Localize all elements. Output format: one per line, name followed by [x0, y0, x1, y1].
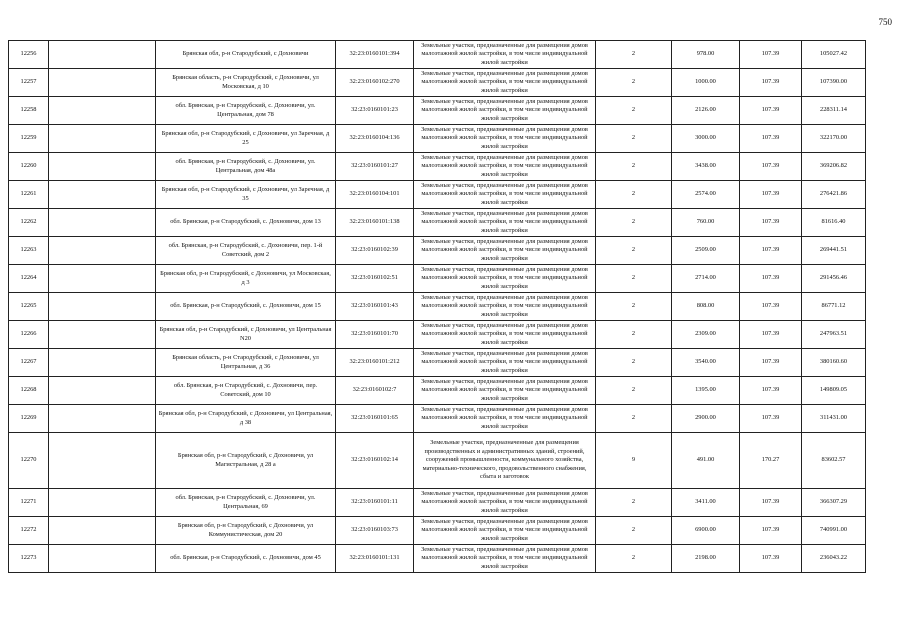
table-row — [9, 181, 866, 209]
empty-cell — [49, 97, 156, 125]
address-cell: обл. Брянская, р-н Стародубский, с. Дохновичи, дом 13 — [156, 209, 336, 237]
row-number-cell: 12271 — [9, 489, 49, 517]
table-row — [9, 489, 866, 517]
table-body — [9, 41, 866, 573]
cadastral-number-cell: 32:23:0160101:138 — [336, 209, 414, 237]
address-cell: Брянская обл, р-н Стародубский, с Дохновичи, ул Центральная N20 — [156, 321, 336, 349]
row-number-cell: 12269 — [9, 405, 49, 433]
row-number-cell: 12257 — [9, 69, 49, 97]
row-number-cell: 12266 — [9, 321, 49, 349]
land-registry-table — [8, 40, 866, 573]
area-cell: 2198.00 — [672, 545, 740, 573]
land-use-cell: Земельные участки, предназначенные для размещения домов малоэтажной жилой застройки, в том числе индивидуальной жилой застройки — [414, 181, 596, 209]
address-cell: обл. Брянская, р-н Стародубский, с. Дохновичи, дом 15 — [156, 293, 336, 321]
rate-cell: 107.39 — [740, 321, 802, 349]
area-cell: 978.00 — [672, 41, 740, 69]
cadastral-value-cell: 291456.46 — [802, 265, 866, 293]
group-cell: 9 — [596, 433, 672, 489]
cadastral-value-cell: 369206.82 — [802, 153, 866, 181]
cadastral-value-cell: 740991.00 — [802, 517, 866, 545]
area-cell: 2574.00 — [672, 181, 740, 209]
land-use-cell: Земельные участки, предназначенные для размещения домов малоэтажной жилой застройки, в том числе индивидуальной жилой застройки — [414, 489, 596, 517]
address-cell: Брянская обл, р-н Стародубский, с Дохновичи, ул Магистральная, д 28 а — [156, 433, 336, 489]
empty-cell — [49, 405, 156, 433]
row-number-cell: 12265 — [9, 293, 49, 321]
area-cell: 2509.00 — [672, 237, 740, 265]
row-number-cell: 12258 — [9, 97, 49, 125]
table-row — [9, 433, 866, 489]
empty-cell — [49, 545, 156, 573]
land-use-cell: Земельные участки, предназначенные для размещения домов малоэтажной жилой застройки, в том числе индивидуальной жилой застройки — [414, 517, 596, 545]
area-cell: 3411.00 — [672, 489, 740, 517]
land-use-cell: Земельные участки, предназначенные для размещения домов малоэтажной жилой застройки, в том числе индивидуальной жилой застройки — [414, 97, 596, 125]
group-cell: 2 — [596, 545, 672, 573]
page-number: 750 — [878, 17, 892, 27]
area-cell: 3000.00 — [672, 125, 740, 153]
rate-cell: 107.39 — [740, 405, 802, 433]
rate-cell: 107.39 — [740, 41, 802, 69]
group-cell: 2 — [596, 125, 672, 153]
group-cell: 2 — [596, 237, 672, 265]
row-number-cell: 12262 — [9, 209, 49, 237]
table-row — [9, 97, 866, 125]
row-number-cell: 12261 — [9, 181, 49, 209]
area-cell: 2900.00 — [672, 405, 740, 433]
rate-cell: 107.39 — [740, 209, 802, 237]
area-cell: 2126.00 — [672, 97, 740, 125]
area-cell: 3540.00 — [672, 349, 740, 377]
empty-cell — [49, 377, 156, 405]
land-use-cell: Земельные участки, предназначенные для размещения домов малоэтажной жилой застройки, в том числе индивидуальной жилой застройки — [414, 41, 596, 69]
group-cell: 2 — [596, 97, 672, 125]
cadastral-number-cell: 32:23:0160102:7 — [336, 377, 414, 405]
address-cell: обл. Брянская, р-н Стародубский, с. Дохновичи, ул. Центральная, 69 — [156, 489, 336, 517]
empty-cell — [49, 125, 156, 153]
land-use-cell: Земельные участки, предназначенные для размещения домов малоэтажной жилой застройки, в том числе индивидуальной жилой застройки — [414, 545, 596, 573]
cadastral-value-cell: 366307.29 — [802, 489, 866, 517]
area-cell: 2309.00 — [672, 321, 740, 349]
area-cell: 2714.00 — [672, 265, 740, 293]
row-number-cell: 12264 — [9, 265, 49, 293]
address-cell: Брянская обл, р-н Стародубский, с Дохновичи, ул Коммунистическая, дом 20 — [156, 517, 336, 545]
rate-cell: 107.39 — [740, 293, 802, 321]
group-cell: 2 — [596, 69, 672, 97]
group-cell: 2 — [596, 405, 672, 433]
land-use-cell: Земельные участки, предназначенные для размещения домов малоэтажной жилой застройки, в том числе индивидуальной жилой застройки — [414, 237, 596, 265]
cadastral-number-cell: 32:23:0160103:73 — [336, 517, 414, 545]
area-cell: 1395.00 — [672, 377, 740, 405]
group-cell: 2 — [596, 517, 672, 545]
cadastral-value-cell: 247963.51 — [802, 321, 866, 349]
land-use-cell: Земельные участки, предназначенные для размещения домов малоэтажной жилой застройки, в том числе индивидуальной жилой застройки — [414, 321, 596, 349]
address-cell: Брянская обл, р-н Стародубский, с Дохновичи — [156, 41, 336, 69]
group-cell: 2 — [596, 209, 672, 237]
cadastral-value-cell: 269441.51 — [802, 237, 866, 265]
cadastral-value-cell: 228311.14 — [802, 97, 866, 125]
cadastral-number-cell: 32:23:0160102:270 — [336, 69, 414, 97]
land-use-cell: Земельные участки, предназначенные для размещения домов малоэтажной жилой застройки, в том числе индивидуальной жилой застройки — [414, 293, 596, 321]
cadastral-number-cell: 32:23:0160102:14 — [336, 433, 414, 489]
rate-cell: 107.39 — [740, 181, 802, 209]
row-number-cell: 12256 — [9, 41, 49, 69]
land-use-cell: Земельные участки, предназначенные для размещения домов малоэтажной жилой застройки, в том числе индивидуальной жилой застройки — [414, 153, 596, 181]
empty-cell — [49, 69, 156, 97]
cadastral-value-cell: 83602.57 — [802, 433, 866, 489]
cadastral-number-cell: 32:23:0160104:101 — [336, 181, 414, 209]
rate-cell: 107.39 — [740, 125, 802, 153]
cadastral-value-cell: 276421.86 — [802, 181, 866, 209]
table-row — [9, 517, 866, 545]
land-use-cell: Земельные участки, предназначенные для размещения домов малоэтажной жилой застройки, в том числе индивидуальной жилой застройки — [414, 209, 596, 237]
cadastral-number-cell: 32:23:0160101:43 — [336, 293, 414, 321]
table-row — [9, 321, 866, 349]
rate-cell: 107.39 — [740, 377, 802, 405]
group-cell: 2 — [596, 489, 672, 517]
cadastral-value-cell: 105027.42 — [802, 41, 866, 69]
empty-cell — [49, 209, 156, 237]
cadastral-number-cell: 32:23:0160101:65 — [336, 405, 414, 433]
cadastral-number-cell: 32:23:0160101:11 — [336, 489, 414, 517]
table-row — [9, 125, 866, 153]
group-cell: 2 — [596, 41, 672, 69]
table-row — [9, 237, 866, 265]
land-use-cell: Земельные участки, предназначенные для размещения домов малоэтажной жилой застройки, в том числе индивидуальной жилой застройки — [414, 405, 596, 433]
cadastral-number-cell: 32:23:0160104:136 — [336, 125, 414, 153]
group-cell: 2 — [596, 181, 672, 209]
rate-cell: 107.39 — [740, 489, 802, 517]
cadastral-value-cell: 322170.00 — [802, 125, 866, 153]
group-cell: 2 — [596, 265, 672, 293]
row-number-cell: 12263 — [9, 237, 49, 265]
cadastral-value-cell: 107390.00 — [802, 69, 866, 97]
address-cell: Брянская обл, р-н Стародубский, с Дохновичи, ул Центральная, д 38 — [156, 405, 336, 433]
rate-cell: 107.39 — [740, 545, 802, 573]
empty-cell — [49, 433, 156, 489]
empty-cell — [49, 293, 156, 321]
address-cell: обл. Брянская, р-н Стародубский, с. Дохновичи, пер. 1-й Советский, дом 2 — [156, 237, 336, 265]
address-cell: Брянская обл, р-н Стародубский, с Дохновичи, ул Московская, д 3 — [156, 265, 336, 293]
rate-cell: 170.27 — [740, 433, 802, 489]
cadastral-number-cell: 32:23:0160101:394 — [336, 41, 414, 69]
area-cell: 491.00 — [672, 433, 740, 489]
empty-cell — [49, 517, 156, 545]
table-row — [9, 293, 866, 321]
address-cell: обл. Брянская, р-н Стародубский, с. Дохновичи, ул. Центральная, дом 48а — [156, 153, 336, 181]
cadastral-number-cell: 32:23:0160101:131 — [336, 545, 414, 573]
address-cell: Брянская область, р-н Стародубский, с Дохновичи, ул Центральная, д 36 — [156, 349, 336, 377]
cadastral-number-cell: 32:23:0160101:70 — [336, 321, 414, 349]
address-cell: обл. Брянская, р-н Стародубский, с. Дохновичи, пер. Советский, дом 10 — [156, 377, 336, 405]
group-cell: 2 — [596, 321, 672, 349]
area-cell: 3438.00 — [672, 153, 740, 181]
area-cell: 1000.00 — [672, 69, 740, 97]
rate-cell: 107.39 — [740, 517, 802, 545]
group-cell: 2 — [596, 349, 672, 377]
row-number-cell: 12260 — [9, 153, 49, 181]
row-number-cell: 12272 — [9, 517, 49, 545]
cadastral-value-cell: 81616.40 — [802, 209, 866, 237]
cadastral-number-cell: 32:23:0160101:212 — [336, 349, 414, 377]
table-row — [9, 349, 866, 377]
table-row — [9, 41, 866, 69]
cadastral-value-cell: 380160.60 — [802, 349, 866, 377]
cadastral-number-cell: 32:23:0160102:39 — [336, 237, 414, 265]
cadastral-number-cell: 32:23:0160101:27 — [336, 153, 414, 181]
rate-cell: 107.39 — [740, 153, 802, 181]
land-use-cell: Земельные участки, предназначенные для размещения домов малоэтажной жилой застройки, в том числе индивидуальной жилой застройки — [414, 265, 596, 293]
row-number-cell: 12273 — [9, 545, 49, 573]
empty-cell — [49, 265, 156, 293]
rate-cell: 107.39 — [740, 97, 802, 125]
group-cell: 2 — [596, 377, 672, 405]
land-use-cell: Земельные участки, предназначенные для размещения домов малоэтажной жилой застройки, в том числе индивидуальной жилой застройки — [414, 377, 596, 405]
empty-cell — [49, 41, 156, 69]
rate-cell: 107.39 — [740, 237, 802, 265]
table-row — [9, 377, 866, 405]
rate-cell: 107.39 — [740, 69, 802, 97]
empty-cell — [49, 237, 156, 265]
area-cell: 808.00 — [672, 293, 740, 321]
address-cell: Брянская обл, р-н Стародубский, с Дохновичи, ул Заречная, д 35 — [156, 181, 336, 209]
row-number-cell: 12267 — [9, 349, 49, 377]
group-cell: 2 — [596, 153, 672, 181]
address-cell: обл. Брянская, р-н Стародубский, с. Дохновичи, дом 45 — [156, 545, 336, 573]
group-cell: 2 — [596, 293, 672, 321]
rate-cell: 107.39 — [740, 265, 802, 293]
land-use-cell: Земельные участки, предназначенные для размещения производственных и административных зданий, строений, сооружений промышленности, коммунального хозяйства, материально-технического, продовольственного снабжения, сбыта и заготовок — [414, 433, 596, 489]
empty-cell — [49, 349, 156, 377]
cadastral-number-cell: 32:23:0160102:51 — [336, 265, 414, 293]
address-cell: обл. Брянская, р-н Стародубский, с. Дохновичи, ул. Центральная, дом 78 — [156, 97, 336, 125]
table-row — [9, 153, 866, 181]
land-use-cell: Земельные участки, предназначенные для размещения домов малоэтажной жилой застройки, в том числе индивидуальной жилой застройки — [414, 125, 596, 153]
area-cell: 760.00 — [672, 209, 740, 237]
address-cell: Брянская обл, р-н Стародубский, с Дохновичи, ул Заречная, д 25 — [156, 125, 336, 153]
cadastral-number-cell: 32:23:0160101:23 — [336, 97, 414, 125]
cadastral-value-cell: 311431.00 — [802, 405, 866, 433]
empty-cell — [49, 489, 156, 517]
table-row — [9, 69, 866, 97]
table-row — [9, 405, 866, 433]
table-row — [9, 545, 866, 573]
address-cell: Брянская область, р-н Стародубский, с Дохновичи, ул Московская, д 10 — [156, 69, 336, 97]
land-use-cell: Земельные участки, предназначенные для размещения домов малоэтажной жилой застройки, в том числе индивидуальной жилой застройки — [414, 69, 596, 97]
row-number-cell: 12268 — [9, 377, 49, 405]
empty-cell — [49, 321, 156, 349]
empty-cell — [49, 181, 156, 209]
cadastral-value-cell: 86771.12 — [802, 293, 866, 321]
land-use-cell: Земельные участки, предназначенные для размещения домов малоэтажной жилой застройки, в том числе индивидуальной жилой застройки — [414, 349, 596, 377]
area-cell: 6900.00 — [672, 517, 740, 545]
row-number-cell: 12259 — [9, 125, 49, 153]
cadastral-value-cell: 149809.05 — [802, 377, 866, 405]
cadastral-value-cell: 236043.22 — [802, 545, 866, 573]
row-number-cell: 12270 — [9, 433, 49, 489]
table-row — [9, 209, 866, 237]
empty-cell — [49, 153, 156, 181]
table-row — [9, 265, 866, 293]
rate-cell: 107.39 — [740, 349, 802, 377]
